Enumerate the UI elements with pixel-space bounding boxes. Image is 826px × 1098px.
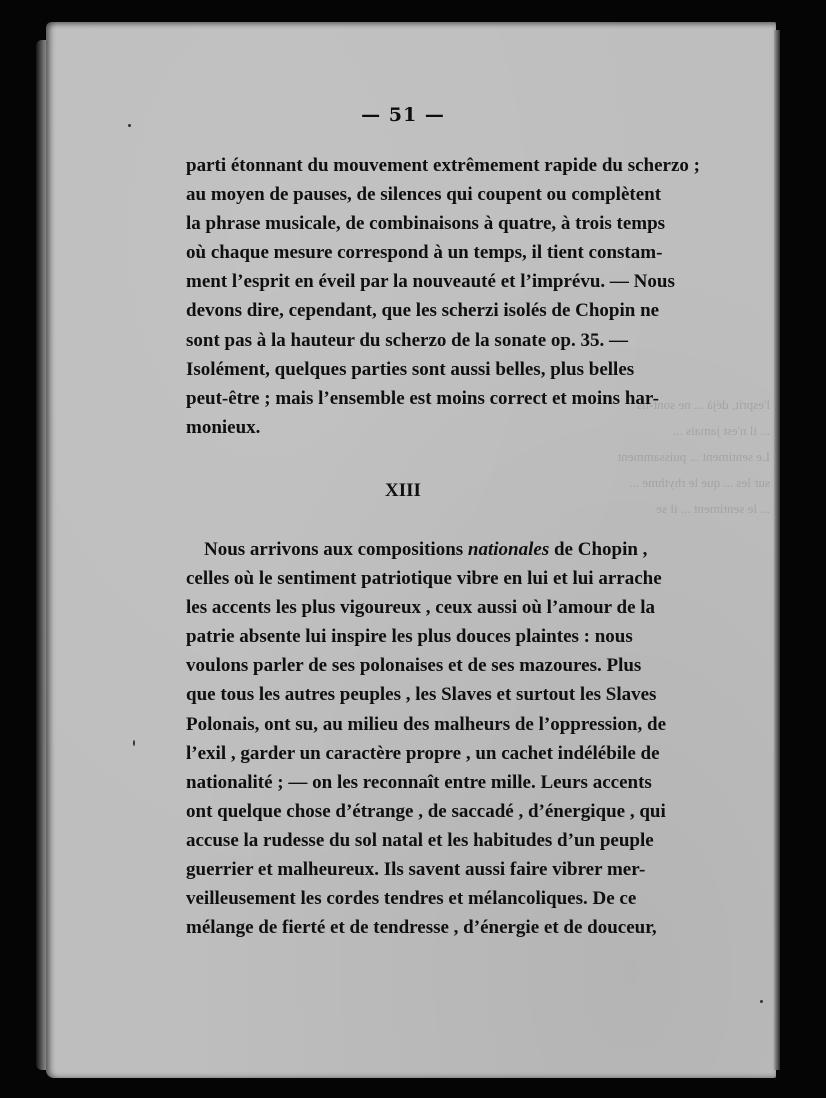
text-line: Isolément, quelques parties sont aussi belles, plus belles xyxy=(186,358,635,380)
text-line: voulons parler de ses polonaises et de ses mazoures. Plus xyxy=(186,655,642,677)
italic-word: nationales xyxy=(467,539,550,560)
paragraph-continued xyxy=(186,151,700,442)
right-page-edge xyxy=(774,30,780,1070)
text-line: ont quelque chose d’étrange , de saccadé , d’énergique , qui xyxy=(186,800,666,822)
page-number: — 51 — xyxy=(361,104,445,126)
text-line: les accents les plus vigoureux , ceux aussi où l’amour de la xyxy=(186,597,656,619)
text-line: guerrier et malheureux. Ils savent aussi faire vibrer mer- xyxy=(186,859,646,881)
paper-speck xyxy=(133,740,135,746)
text-run: de Chopin , xyxy=(553,539,648,560)
text-line: patrie absente lui inspire les plus douces plaintes : nous xyxy=(186,626,633,648)
text-line: sont pas à la hauteur du scherzo de la sonate op. 35. — xyxy=(186,329,628,351)
text-run: Nous arrivons aux compositions xyxy=(204,539,464,560)
text-line: veilleusement les cordes tendres et mélancoliques. De ce xyxy=(186,888,637,910)
text-line: mélange de fierté et de tendresse , d’énergie et de douceur, xyxy=(186,917,657,939)
text-line: l’exil , garder un caractère propre , un cachet indélébile de xyxy=(186,742,660,764)
text-line: monieux. xyxy=(186,416,261,438)
text-line: accuse la rudesse du sol natal et les habitudes d’un peuple xyxy=(186,829,654,851)
text-line: ment l’esprit en éveil par la nouveauté et l’imprévu. — Nous xyxy=(186,271,675,293)
text-line-first xyxy=(186,535,648,564)
text-line: que tous les autres peuples , les Slaves et surtout les Slaves xyxy=(186,684,657,706)
text-line: où chaque mesure correspond à un temps, il tient constam- xyxy=(186,242,663,264)
section-heading: XIII xyxy=(385,480,421,501)
text-line: peut-être ; mais l’ensemble est moins correct et moins har- xyxy=(186,387,659,409)
text-line: au moyen de pauses, de silences qui coupent ou complètent xyxy=(186,184,662,206)
text-line: celles où le sentiment patriotique vibre en lui et lui arrache xyxy=(186,568,662,590)
text-line: la phrase musicale, de combinaisons à quatre, à trois temps xyxy=(186,213,666,235)
paragraph-nationales xyxy=(186,535,667,942)
text-line: nationalité ; — on les reconnaît entre mille. Leurs accents xyxy=(186,771,652,793)
text-line: Polonais, ont su, au milieu des malheurs de l’oppression, de xyxy=(186,713,667,735)
text-line: parti étonnant du mouvement extrêmement rapide du scherzo ; xyxy=(186,155,700,176)
paper-speck xyxy=(760,1000,763,1003)
text-line: devons dire, cependant, que les scherzi isolés de Chopin ne xyxy=(186,300,660,322)
